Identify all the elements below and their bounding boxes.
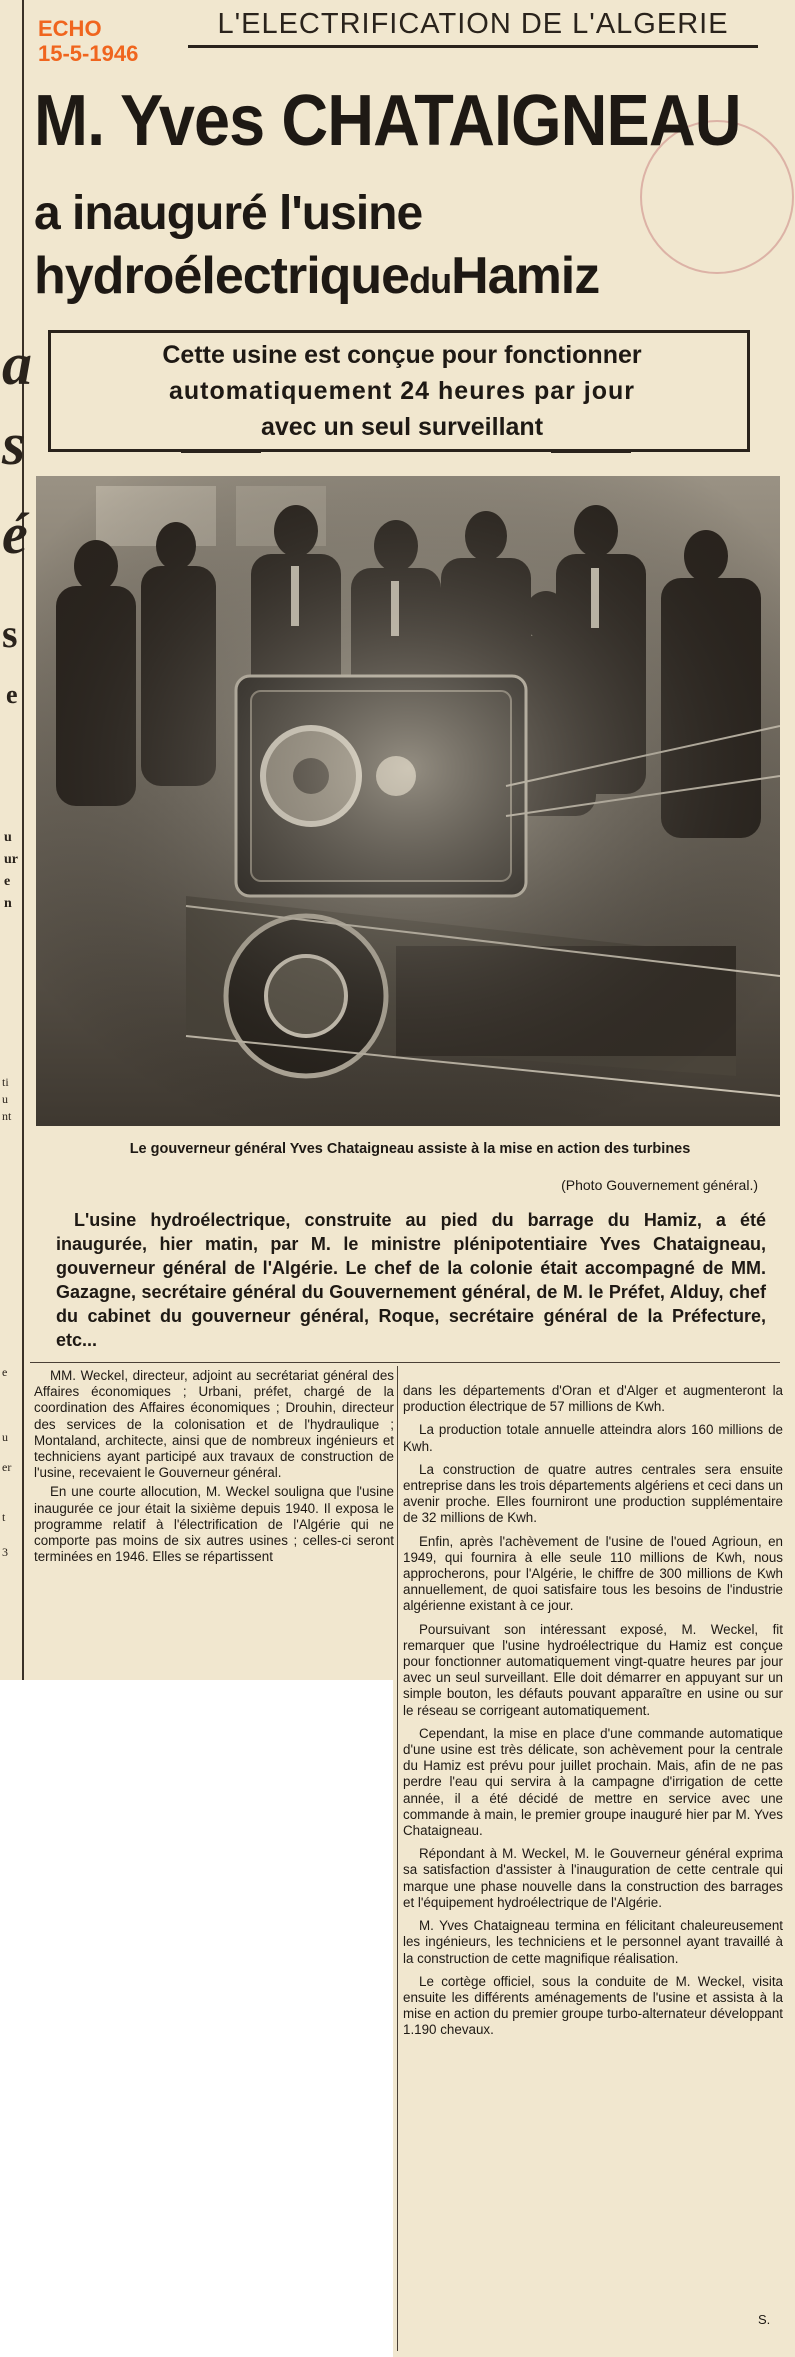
source-label: ECHO xyxy=(38,16,102,41)
fragment-letter: é xyxy=(2,501,28,566)
decorative-rule xyxy=(551,450,631,453)
author-signature: S. xyxy=(758,2312,771,2327)
article-paragraph: La construction de quatre autres centrales sera ensuite entreprise dans les trois départements algériens et ceci dans un avenir proche. Elles fourniront une production supplémentaire de 32 millions de Kwh. xyxy=(403,1461,783,1526)
article-paragraph: dans les départements d'Oran et d'Alger et augmenteront la production électrique de 57 millions de Kwh. xyxy=(403,1383,783,1415)
headline-word: Hamiz xyxy=(451,247,600,305)
fragment-letter: s xyxy=(2,611,18,656)
fragment-letter: ti xyxy=(2,1075,9,1089)
subheadline-line: automatiquement 24 heures par jour xyxy=(168,377,636,405)
fragment-letter: ur xyxy=(4,852,18,867)
fragment-letter: s xyxy=(2,411,26,477)
headline-word: du xyxy=(409,260,452,301)
fragment-letter: u xyxy=(2,1092,8,1106)
article-paragraph: M. Yves Chataigneau termina en félicitant chaleureusement les ingénieurs, les techniciens et le personnel ayant travaillé à la construction de cette magnifique réalisation. xyxy=(403,1918,783,1966)
article-paragraph: En une courte allocution, M. Weckel souligna que l'usine inaugurée ce jour était la sixième depuis 1940. Il exposa le programme relatif à l'électrification de l'Algérie qui ne comporte pas moins de six autres usines ; celles-ci seront terminées en 1946. Elles se répartissent xyxy=(34,1484,394,1565)
photo-caption: Le gouverneur général Yves Chataigneau assiste à la mise en action des turbines xyxy=(129,1141,691,1157)
column-divider xyxy=(397,1366,398,2351)
fragment-letter: nt xyxy=(2,1109,12,1123)
fragment-letter: e xyxy=(2,1365,8,1379)
article-column-right xyxy=(403,1383,783,2046)
article-column-left xyxy=(34,1368,394,1568)
headline-line-3 xyxy=(34,246,774,306)
section-rubric: L'ELECTRIFICATION DE L'ALGERIE xyxy=(188,8,758,48)
fragment-letter: a xyxy=(2,331,32,397)
article-paragraph: Le cortège officiel, sous la conduite de M. Weckel, visita ensuite les différents aménagements de l'usine et assista à la mise en action du premier groupe turbo-alternateur développant 1.190 chevaux. xyxy=(403,1973,783,2038)
fragment-letter: u xyxy=(4,830,12,845)
subheadline-line: Cette usine est conçue pour fonctionner xyxy=(162,341,642,369)
fragment-letter: e xyxy=(6,680,18,709)
photo-credit: (Photo Gouvernement général.) xyxy=(561,1177,758,1193)
fragment-letter: 3 xyxy=(2,1545,8,1559)
article-paragraph: Cependant, la mise en place d'une commande automatique d'une usine est très délicate, son achèvement pour la centrale du Hamiz est prévu pour juillet prochain. Mais, afin de ne pas perdre l'eau qui servira à la campagne d'irrigation de cette année, il a été décidé de mettre en service avec une commande à main, le premier groupe inauguré hier par M. Yves Chataigneau. xyxy=(403,1725,783,1839)
subheadline-line: avec un seul surveillant xyxy=(260,413,544,441)
headline-line-1: M. Yves CHATAIGNEAU xyxy=(34,81,741,161)
headline-word: hydroélectrique xyxy=(34,247,410,305)
article-paragraph: Poursuivant son intéressant exposé, M. Weckel, fit remarquer que l'usine hydroélectrique du Hamiz est conçue pour fonctionner automatiquement vingt-quatre heures par jour avec un seul surveillant. Elle doit démarrer en appuyant sur un simple bouton, les défauts pouvant apparaître en usine ou sur le réseau se corrigeant automatiquement. xyxy=(403,1621,783,1718)
lead-paragraph: L'usine hydroélectrique, construite au pied du barrage du Hamiz, a été inaugurée, hier matin, par M. le ministre plénipotentiaire Yves Chataigneau, gouverneur général de l'Algérie. Le chef de la colonie était accompagné de MM. Gazagne, secrétaire général du Gouvernement général, de M. le Préfet, Alduy, chef du cabinet du gouverneur général, Roque, secrétaire général de la Préfecture, etc... xyxy=(56,1210,766,1350)
fragment-letter: er xyxy=(2,1460,12,1474)
article-paragraph: Répondant à M. Weckel, M. le Gouverneur général exprima sa satisfaction d'assister à l'inauguration de cette centrale qui marque une phase nouvelle dans la construction des barrages et l'équipement hydroélectrique de l'Algérie. xyxy=(403,1846,783,1910)
news-photo xyxy=(36,476,780,1126)
fragment-letter: u xyxy=(2,1430,8,1444)
fragment-letter: n xyxy=(4,896,12,911)
subheadline-box xyxy=(48,330,750,452)
headline-line-2: a inauguré l'usine xyxy=(34,187,423,240)
date-label: 15-5-1946 xyxy=(38,41,139,66)
article-paragraph: MM. Weckel, directeur, adjoint au secrétariat général des Affaires économiques ; Urbani, préfet, chargé de la coordination des Affaires économiques ; Drouhin, directeur des services de la colonisation et de l'hydraulique ; Montaland, architecte, ainsi que de nombreux ingénieurs et techniciens ayant participé aux travaux de construction de l'usine, recevaient le Gouverneur général. xyxy=(34,1368,394,1481)
section-divider xyxy=(30,1362,780,1363)
photo-turbine-hall xyxy=(36,476,780,1126)
fragment-letter: t xyxy=(2,1510,6,1524)
decorative-rule xyxy=(181,450,261,453)
fragment-letter: e xyxy=(4,874,11,889)
source-annotation xyxy=(38,16,138,66)
article-paragraph: Enfin, après l'achèvement de l'usine de l'oued Agrioun, en 1949, qui fournira à elle seule 110 millions de Kwh, nous approcherons, pour l'Algérie, le chiffre de 300 millions de Kwh annuellement, de quoi satisfaire tous les besoins de l'industrie algérienne existant à ce jour. xyxy=(403,1533,783,1614)
adjacent-column-fragment xyxy=(0,0,32,1680)
article-paragraph: La production totale annuelle atteindra alors 160 millions de Kwh. xyxy=(403,1422,783,1454)
